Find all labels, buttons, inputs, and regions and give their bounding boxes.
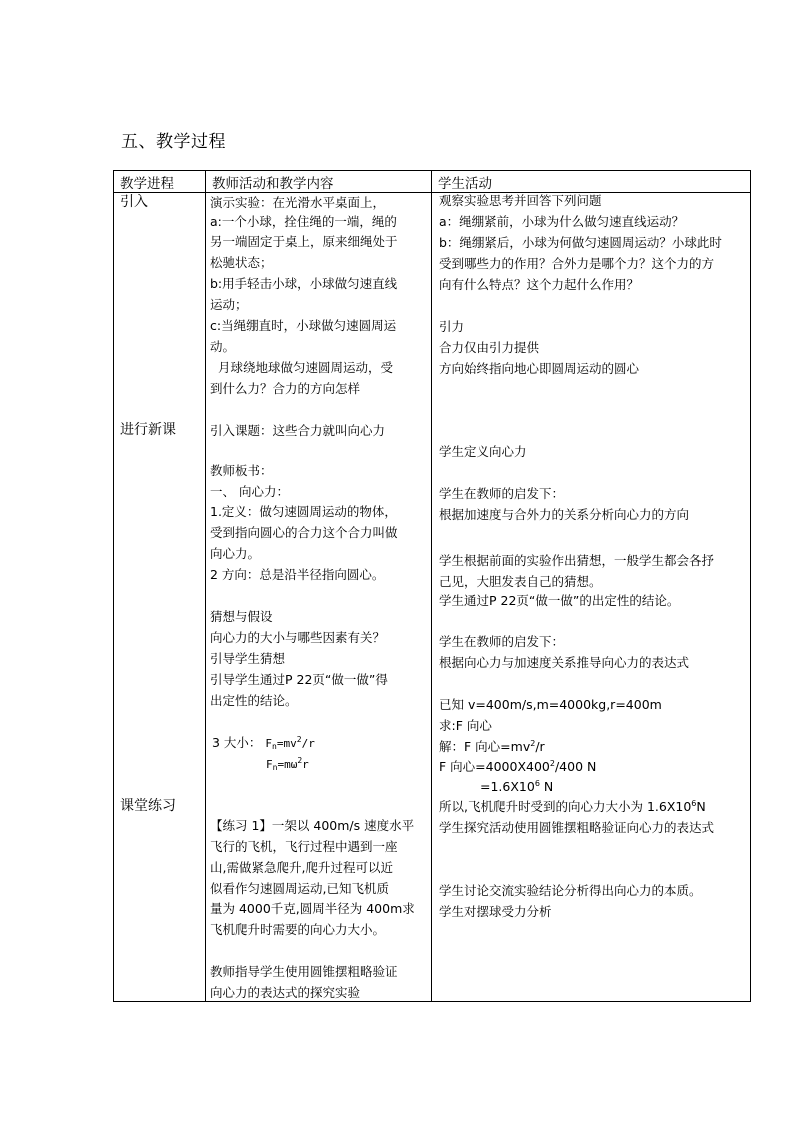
stage-column bbox=[113, 192, 205, 1002]
exercise-line: 飞行的飞机，飞行过程中遇到一座 bbox=[210, 839, 398, 854]
teacher-demo-line: a:一个小球，拴住绳的一端，绳的 bbox=[210, 214, 397, 229]
teacher-guess-line: 出定性的结论。 bbox=[210, 693, 298, 708]
student-observe-line: a：绳绷紧前，小球为什么做匀速直线运动？ bbox=[439, 214, 685, 229]
student-inspire-line: 学生在教师的启发下： bbox=[439, 634, 565, 649]
exercise-line: 【练习 1】一架以 400m/s 速度水平 bbox=[210, 818, 415, 833]
teacher-demo-line: 另一端固定于桌上，原来细绳处于 bbox=[210, 234, 398, 249]
student-guess-line: 学生根据前面的实验作出猜想，一般学生都会各抒 bbox=[439, 553, 715, 568]
header-teacher: 教师活动和教学内容 bbox=[205, 170, 431, 192]
student-inspire-line: 根据加速度与合外力的关系分析向心力的方向 bbox=[439, 507, 690, 522]
student-answer-line: 方向始终指向地心即圆周运动的圆心 bbox=[439, 361, 640, 376]
teacher-demo-line: 月球绕地球做匀速圆周运动，受 bbox=[210, 360, 393, 375]
student-observe-line: 观察实验思考并回答下列问题 bbox=[439, 193, 602, 208]
stage-practice: 课堂练习 bbox=[120, 798, 176, 814]
teaching-process-table bbox=[113, 170, 751, 1002]
exercise-line: 山,需做紧急爬升,爬升过程可以近 bbox=[210, 860, 393, 875]
exercise-line: 量为 4000千克,圆周半径为 400m求 bbox=[210, 901, 415, 916]
teacher-demo-line: 运动； bbox=[210, 297, 248, 312]
teacher-guess-line: 引导学生通过P 22页“做一做”得 bbox=[210, 672, 388, 687]
student-ask: 求:F 向心 bbox=[439, 718, 492, 733]
student-discuss-line: 学生讨论交流实验结论分析得出向心力的本质。 bbox=[439, 883, 702, 898]
teacher-guess-line: 引导学生猜想 bbox=[210, 651, 286, 666]
teacher-demo-line: 松驰状态； bbox=[210, 255, 273, 270]
teacher-demo-line: 演示实验：在光滑水平桌面上， bbox=[210, 195, 386, 210]
teacher-demo-line: c:当绳绷直时，小球做匀速圆周运 bbox=[210, 318, 397, 333]
header-stage: 教学进程 bbox=[113, 170, 205, 192]
student-inspire-line: 根据向心力与加速度关系推导向心力的表达式 bbox=[439, 655, 690, 670]
student-known: 已知 v=400m/s,m=4000kg,r=400m bbox=[439, 697, 662, 712]
student-guess-line: 己见，大胆发表自己的猜想。 bbox=[439, 574, 602, 589]
stage-intro: 引入 bbox=[120, 194, 148, 210]
teacher-board-line: 2 方向：总是沿半径指向圆心。 bbox=[210, 567, 385, 582]
guide-line: 教师指导学生使用圆锥摆粗略验证 bbox=[210, 964, 398, 979]
student-inspire-line: 学生在教师的启发下： bbox=[439, 486, 565, 501]
teacher-topic: 引入课题：这些合力就叫向心力 bbox=[210, 423, 386, 438]
stage-new-lesson: 进行新课 bbox=[120, 422, 176, 438]
header-student: 学生活动 bbox=[431, 170, 751, 192]
teacher-guess-line: 猜想与假设 bbox=[210, 609, 273, 624]
student-solve-step: 解：F 向心$=mv^2/r$ bbox=[439, 739, 545, 754]
student-result: 所以,飞机爬升时受到的向心力大小为 $1.6X10^6N$ bbox=[439, 799, 706, 814]
student-observe-line: 受到哪些力的作用？合外力是哪个力？这个力的方 bbox=[439, 256, 715, 271]
teacher-board-line: 1.定义：做匀速圆周运动的物体， bbox=[210, 504, 397, 519]
student-answer-line: 合力仅由引力提供 bbox=[439, 340, 540, 355]
student-discuss-line: 学生对摆球受力分析 bbox=[439, 904, 552, 919]
student-guess-line: 学生通过P 22页“做一做”的出定性的结论。 bbox=[439, 593, 680, 608]
guide-line: 向心力的表达式的探究实验 bbox=[210, 985, 361, 1000]
formula-angular: $F_n=m\omega^2r$ bbox=[266, 756, 309, 772]
teacher-demo-line: 到什么力？合力的方向怎样 bbox=[210, 381, 361, 396]
teacher-board-line: 一、 向心力： bbox=[210, 484, 289, 499]
exercise-line: 飞机爬升时需要的向心力大小。 bbox=[210, 922, 386, 937]
teacher-guess-line: 向心力的大小与哪些因素有关？ bbox=[210, 630, 386, 645]
student-explore: 学生探究活动使用圆锥摆粗略验证向心力的表达式 bbox=[439, 820, 715, 835]
teacher-board-line: 向心力。 bbox=[210, 546, 261, 561]
teacher-board-line: 教师板书： bbox=[210, 463, 273, 478]
formula-size: 3 大小： $F_n=mv^2/r$ bbox=[212, 735, 315, 751]
section-title: 五、教学过程 bbox=[121, 132, 226, 152]
student-solve-step: $=1.6X10^6$ N bbox=[480, 779, 554, 794]
student-observe-line: b：绳绷紧后，小球为何做匀速圆周运动？小球此时 bbox=[439, 235, 722, 250]
teacher-demo-line: b:用手轻击小球，小球做匀速直线 bbox=[210, 276, 398, 291]
teacher-board-line: 受到指向圆心的合力这个合力叫做 bbox=[210, 525, 398, 540]
exercise-line: 似看作匀速圆周运动,已知飞机质 bbox=[210, 881, 389, 896]
student-answer-line: 引力 bbox=[439, 319, 465, 334]
student-observe-line: 向有什么特点？这个力起什么作用？ bbox=[439, 277, 640, 292]
formula-label: 3 大小： bbox=[212, 735, 262, 750]
student-define: 学生定义向心力 bbox=[439, 444, 527, 459]
student-solve-step: F 向心$=4000X400^2/400$ N bbox=[439, 759, 597, 774]
teacher-demo-line: 动。 bbox=[210, 339, 236, 354]
